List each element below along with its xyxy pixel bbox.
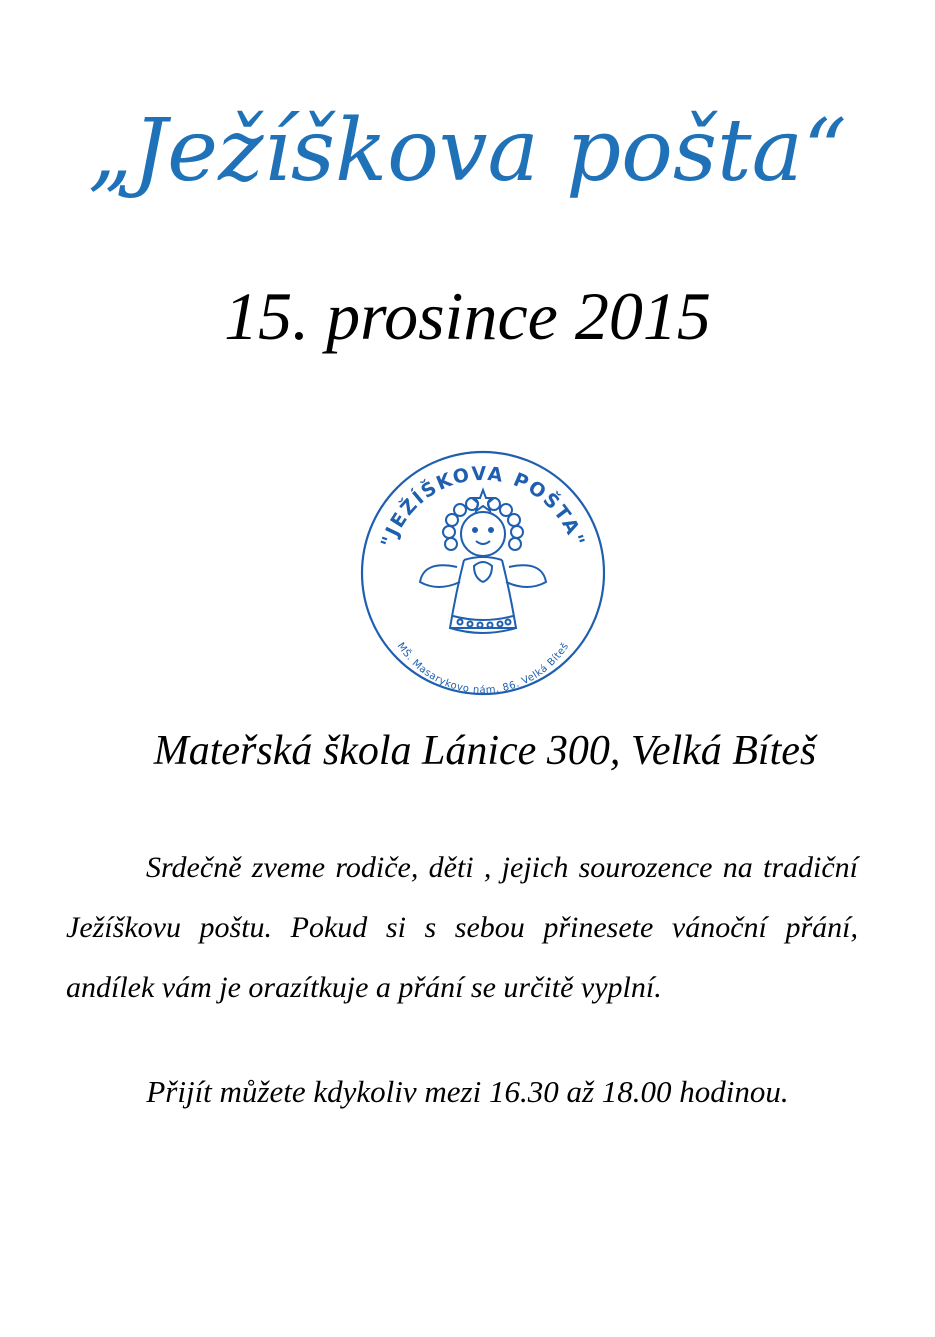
svg-text:MŠ. Masarykovo nám. 86. Velká xyxy=(395,640,572,696)
event-date: 15. prosince 2015 xyxy=(224,278,711,354)
stamp-bottom-text: MŠ. Masarykovo nám. 86. Velká Bíteš xyxy=(394,640,572,697)
school-address: Mateřská škola Lánice 300, Velká Bíteš xyxy=(153,728,817,774)
visiting-hours: Přijít můžete kdykoliv mezi 16.30 až 18.00 hodinou. xyxy=(146,1074,789,1109)
angel-icon xyxy=(420,490,546,633)
stamp-top-text: "JEŽÍŠKOVA POŠTA" xyxy=(376,462,590,551)
angel-stamp-logo xyxy=(352,442,614,704)
invitation-text: Srdečně zveme rodiče, děti , jejich sourozence na tradiční Ježíškovu poštu. Pokud si s sebou přinesete vánoční přání, andílek vám je orazítkuje a přání se určitě vyplní. xyxy=(66,851,858,1004)
poster-title: „Ježíškova pošta“ xyxy=(88,101,847,201)
